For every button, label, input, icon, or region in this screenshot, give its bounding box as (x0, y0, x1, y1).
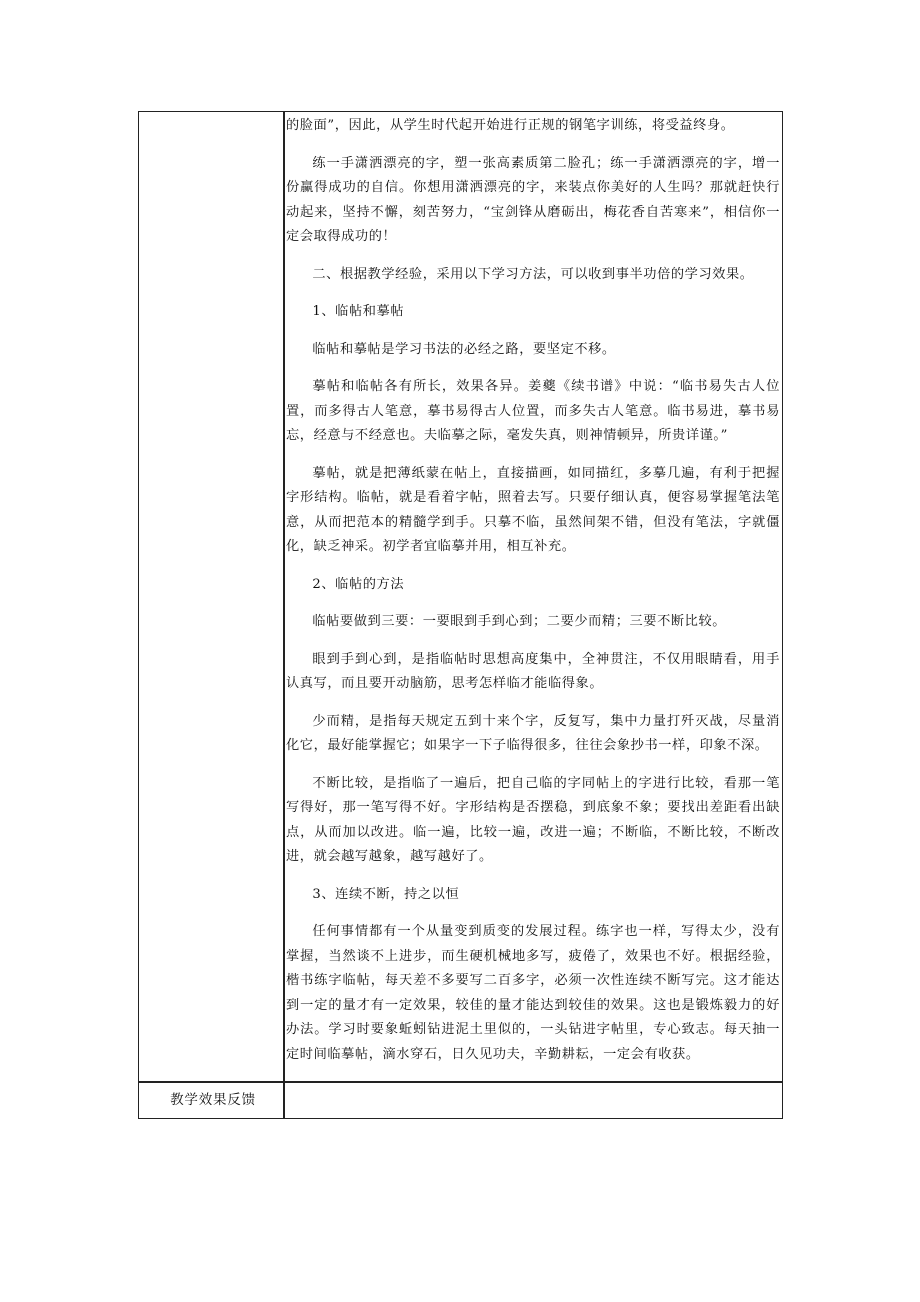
paragraph-motivation: 练一手潇洒漂亮的字，塑一张高素质第二脸孔；练一手潇洒漂亮的字，增一份赢得成功的自信。你想用潇洒漂亮的字，来装点你美好的人生吗？那就赶快行动起来，坚持不懈，刻苦努力，“宝剑锋从磨砺出，梅花香自苦寒来”，相信你一定会取得成功的！ (286, 155, 780, 244)
column-divider (283, 112, 285, 1118)
paragraph-copy-trace-intro: 临帖和摹帖是学习书法的必经之路，要坚定不移。 (312, 341, 616, 357)
paragraph-few-but-fine: 少而精，是指每天规定五到十来个字，反复写，集中力量打歼灭战，尽量消化它，最好能掌握它；如果字一下子临得很多，往往会象抄书一样，印象不深。 (286, 713, 780, 753)
paragraph-jiang-kui-quote: 摹帖和临帖各有所长，效果各异。姜夔《续书谱》中说：“临书易失古人位置，而多得古人笔意，摹书易得古人位置，而多失古人笔意。临书易进，摹书易忘，经意与不经意也。夫临摹之际，毫发失真，则神情顿异，所贵详谨。” (286, 379, 780, 443)
section-heading-methods: 二、根据教学经验，采用以下学习方法，可以收到事半功倍的学习效果。 (312, 266, 754, 282)
subheading-copy-method: 2、临帖的方法 (312, 576, 405, 592)
subheading-copy-trace: 1、临帖和摹帖 (312, 304, 405, 319)
paragraph-persistence: 任何事情都有一个从量变到质变的发展过程。练字也一样，写得太少，没有掌握，当然谈不上进步，而生硬机械地多写，疲倦了，效果也不好。根据经验，楷书练字临帖，每天差不多要写二百多字，必须一次性连续不断写完。这才能达到一定的量才有一定效果，较佳的量才能达到较佳的效果。这也是锻炼毅力的好办法。学习时要象蚯蚓钻进泥土里似的，一头钻进字帖里，专心致志。每天抽一定时间临摹帖，滴水穿石，日久见功夫，辛勤耕耘，一定会有收获。 (286, 924, 780, 1062)
paragraph-keep-comparing: 不断比较，是指临了一遍后，把自己临的字同帖上的字进行比较，看那一笔写得好，那一笔写得不好。字形结构是否摆稳，到底象不象；要找出差距看出缺点，从而加以改进。临一遍，比较一遍，改进一遍；不断临，不断比较，不断改进，就会越写越象，越写越好了。 (286, 775, 780, 864)
subheading-persistence: 3、连续不断，持之以恒 (312, 886, 460, 902)
paragraph-eye-hand-mind: 眼到手到心到，是指临帖时思想高度集中，全神贯注，不仅用眼睛看，用手认真写，而且要开动脑筋，思考怎样临才能临得象。 (286, 651, 780, 691)
paragraph-continuation: 的脸面”，因此，从学生时代起开始进行正规的钢笔字训练，将受益终身。 (286, 118, 735, 133)
paragraph-tracing-explained: 摹帖，就是把薄纸蒙在帖上，直接描画，如同描红，多摹几遍，有利于把握字形结构。临帖，就是看着字帖，照着去写。只要仔细认真，便容易掌握笔法笔意，从而把范本的精髓学到手。只摹不临，虽然间架不错，但没有笔法，字就僵化，缺乏神采。初学者宜临摹并用，相互补充。 (286, 465, 780, 554)
lesson-table (138, 111, 783, 1119)
lesson-content-cell (286, 114, 780, 1080)
paragraph-three-musts: 临帖要做到三要：一要眼到手到心到；二要少而精；三要不断比较。 (312, 614, 727, 629)
feedback-label: 教学效果反馈 (170, 1092, 256, 1108)
